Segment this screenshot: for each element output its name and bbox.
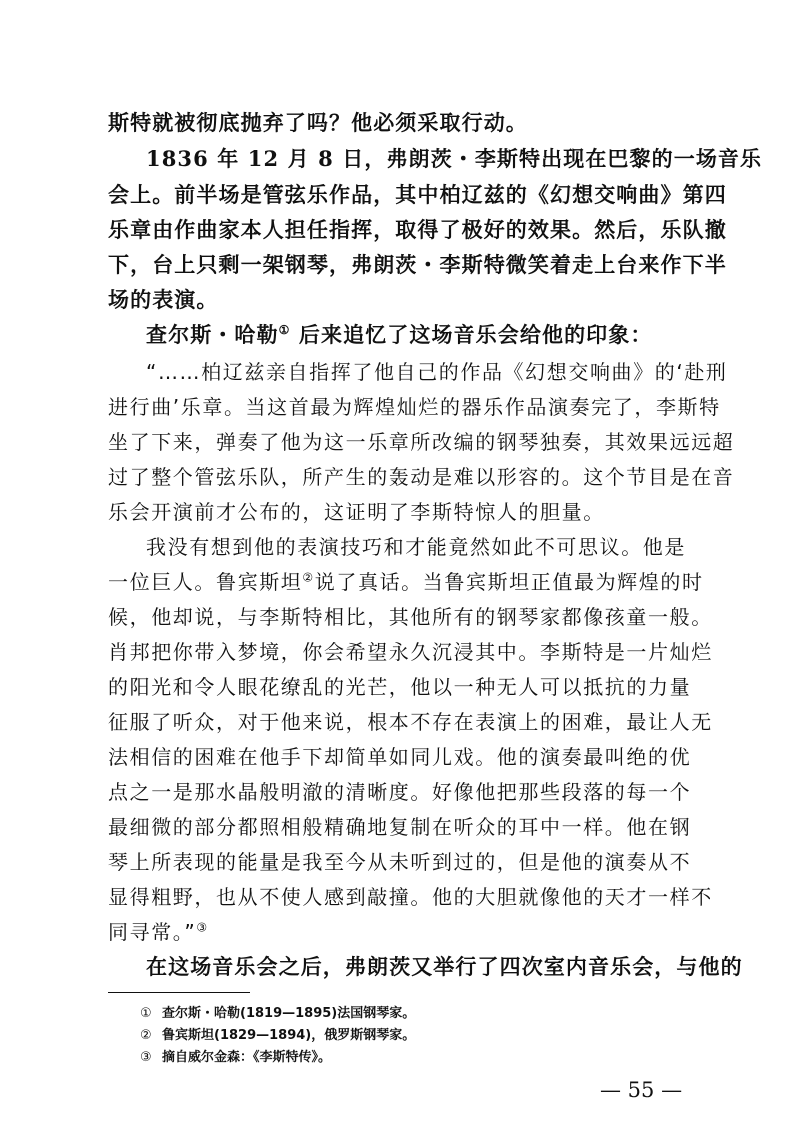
quote-line: 我没有想到他的表演技巧和才能竟然如此不可思议。他是: [146, 535, 686, 559]
quote-line: 琴上所表现的能量是我至今从未听到过的，但是他的演奏从不: [108, 850, 692, 874]
page-number: — 55 —: [600, 1078, 683, 1102]
footnote-mark: ②: [140, 1028, 152, 1043]
quote-line: 最细微的部分都照相般精确地复制在听众的耳中一样。他在钢: [108, 815, 692, 839]
footnote: [140, 1048, 331, 1068]
quote-line: 的阳光和令人眼花缭乱的光芒，他以一种无人可以抵抗的力量: [108, 675, 692, 699]
quoted-person: 查尔斯・哈勒: [146, 322, 279, 347]
quote-line: 坐了下来，弹奏了他为这一乐章所改编的钢琴独奏，其效果远远超: [108, 430, 735, 454]
footnote: [140, 1004, 415, 1024]
paragraph-line: 场的表演。: [108, 287, 219, 312]
paragraph-line: 斯特就被彻底抛弃了吗？他必须采取行动。: [108, 110, 528, 135]
quote-line: 候，他却说，与李斯特相比，其他所有的钢琴家都像孩童一般。: [108, 605, 713, 629]
quote-line: 过了整个管弦乐队，所产生的轰动是难以形容的。这个节目是在音: [108, 465, 735, 489]
quote-text: 同寻常。”: [108, 920, 197, 944]
footnote-divider: [108, 992, 250, 993]
quote-line: 法相信的困难在他手下却简单如同儿戏。他的演奏最叫绝的优: [108, 745, 692, 769]
paragraph-line: 1836 年 12 月 8 日，弗朗茨・李斯特出现在巴黎的一场音乐: [146, 146, 763, 171]
footnote-ref: ③: [196, 920, 209, 935]
footnote-ref: ②: [302, 570, 315, 585]
footnote-text: 查尔斯・哈勒(1819—1895)法国钢琴家。: [162, 1006, 416, 1021]
footnote-text: 摘自威尔金森：《李斯特传》。: [162, 1050, 332, 1065]
quote-line: 显得粗野，也从不使人感到敲撞。他的大胆就像他的天才一样不: [108, 885, 713, 909]
quote-line: 进行曲’乐章。当这首最为辉煌灿烂的器乐作品演奏完了，李斯特: [108, 395, 721, 419]
footnote-mark: ③: [140, 1050, 152, 1065]
footnote-ref: ①: [278, 323, 291, 337]
paragraph-line: 下，台上只剩一架钢琴，弗朗茨・李斯特微笑着走上台来作下半: [108, 252, 727, 277]
quote-line: “……柏辽兹亲自指挥了他自己的作品《幻想交响曲》的‘赴刑: [146, 360, 728, 384]
paragraph-line: 在这场音乐会之后，弗朗茨又举行了四次室内音乐会，与他的: [146, 954, 743, 979]
paragraph-line: 乐章由作曲家本人担任指挥，取得了极好的效果。然后，乐队撤: [108, 217, 727, 242]
footnote: [140, 1026, 415, 1046]
footnote-text: 鲁宾斯坦(1829—1894)，俄罗斯钢琴家。: [162, 1028, 416, 1043]
quote-line: 点之一是那水晶般明澈的清晰度。好像他把那些段落的每一个: [108, 780, 692, 804]
quote-line: 肖邦把你带入梦境，你会希望永久沉浸其中。李斯特是一片灿烂: [108, 640, 713, 664]
quote-line: [108, 567, 704, 597]
quote-line: [108, 917, 698, 947]
footnote-mark: ①: [140, 1006, 152, 1021]
paragraph-text: 后来追忆了这场音乐会给他的印象：: [290, 322, 653, 347]
paragraph-line: [146, 320, 698, 350]
quote-line: 乐会开演前才公布的，这证明了李斯特惊人的胆量。: [108, 500, 605, 524]
paragraph-line: 会上。前半场是管弦乐作品，其中柏辽兹的《幻想交响曲》第四: [108, 182, 727, 207]
quote-text: 一位巨人。鲁宾斯坦: [108, 570, 303, 594]
quote-line: 征服了听众，对于他来说，根本不存在表演上的困难，最让人无: [108, 710, 713, 734]
quote-text: 说了真话。当鲁宾斯坦正值最为辉煌的时: [314, 570, 704, 594]
